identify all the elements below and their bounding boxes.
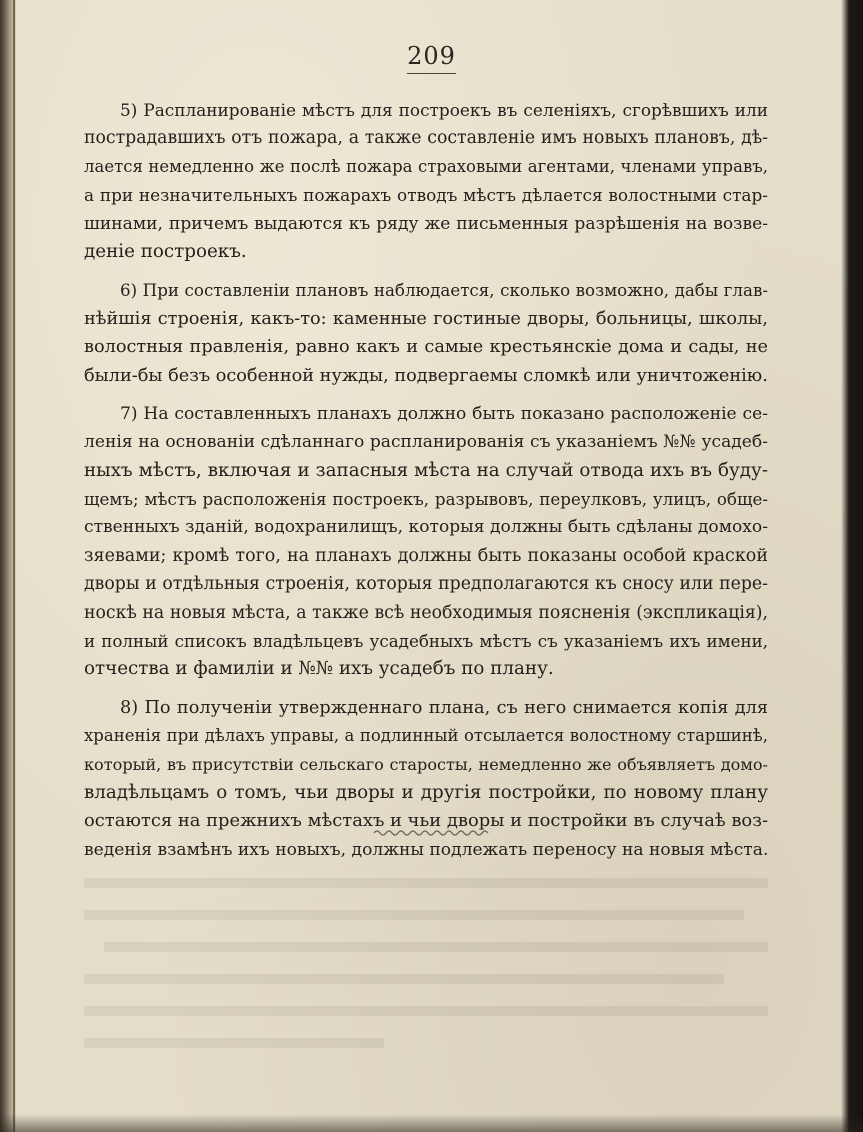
text-line: нѣйшія строенія, какъ-то: каменные гостиные дворы, больницы, школы, — [84, 308, 768, 329]
text-line: остаются на прежнихъ мѣстахъ и чьи дворы и постройки въ случаѣ воз- — [84, 810, 768, 832]
spine-shadow-line — [13, 0, 15, 1132]
text-line: лается немедленно же послѣ пожара страховыми агентами, членами управъ, — [84, 156, 768, 176]
wavy-rule-ornament-icon — [372, 827, 492, 839]
text-line: 8) По полученіи утвержденнаго плана, съ него снимается копія для — [120, 697, 768, 718]
paragraph-7 — [84, 400, 768, 684]
page-bottom-edge-shadow — [0, 1114, 863, 1132]
page-number: 209 — [407, 42, 456, 74]
text-line: пострадавшихъ отъ пожара, а также составленіе имъ новыхъ плановъ, дѣ- — [84, 128, 768, 149]
page-header — [0, 42, 863, 74]
text-line: деніе построекъ. — [84, 240, 247, 262]
text-line: ныхъ мѣстъ, включая и запасныя мѣста на случай отвода ихъ въ буду- — [84, 459, 768, 481]
text-line: храненія при дѣлахъ управы, а подлинный отсылается волостному старшинѣ, — [84, 726, 768, 746]
page-right-edge-shadow — [841, 0, 863, 1132]
text-line: веденія взамѣнъ ихъ новыхъ, должны подлежать переносу на новыя мѣста. — [84, 839, 769, 860]
paragraph-5 — [84, 96, 768, 266]
text-line: щемъ; мѣстъ расположенія построекъ, разрывовъ, переулковъ, улицъ, обще- — [84, 489, 768, 510]
text-line: дворы и отдѣльныя строенія, которыя предполагаются къ сносу или пере- — [84, 574, 768, 595]
text-line: и полный списокъ владѣльцевъ усадебныхъ мѣстъ съ указаніемъ ихъ имени, — [84, 631, 768, 652]
text-line: волостныя правленія, равно какъ и самые крестьянскіе дома и сады, не — [84, 337, 768, 358]
section-end-ornament — [0, 826, 863, 844]
text-line: зяевами; кромѣ того, на планахъ должны быть показаны особой краской — [84, 545, 768, 566]
text-line: отчества и фамиліи и №№ ихъ усадебъ по плану. — [84, 658, 554, 680]
text-line: 6) При составленіи плановъ наблюдается, сколько возможно, дабы глав- — [120, 280, 768, 301]
text-line: носкѣ на новыя мѣста, а также всѣ необходимыя поясненія (экспликація), — [84, 602, 768, 623]
text-line: были-бы безъ особенной нужды, подвергаемы сломкѣ или уничтоженію. — [84, 365, 768, 386]
text-line: ленія на основаніи сдѣланнаго распланированія съ указаніемъ №№ усадеб- — [84, 432, 768, 453]
text-line: 5) Распланированіе мѣстъ для построекъ въ селеніяхъ, сгорѣвшихъ или — [120, 100, 768, 120]
bleed-through-shadow — [84, 870, 768, 1080]
text-line: который, въ присутствіи сельскаго старосты, немедленно же объявляетъ домо- — [84, 754, 768, 774]
text-line: а при незначительныхъ пожарахъ отводъ мѣстъ дѣлается волостными стар- — [84, 185, 768, 206]
text-line: шинами, причемъ выдаются къ ряду же письменныя разрѣшенія на возве- — [84, 213, 768, 234]
text-line: 7) На составленныхъ планахъ должно быть показано расположеніе се- — [120, 403, 768, 424]
page-body-text — [84, 96, 768, 874]
paragraph-6 — [84, 276, 768, 390]
text-line: владѣльцамъ о томъ, чьи дворы и другія постройки, по новому плану — [84, 781, 768, 803]
text-line: ственныхъ зданій, водохранилищъ, которыя должны быть сдѣланы домохо- — [84, 517, 768, 538]
